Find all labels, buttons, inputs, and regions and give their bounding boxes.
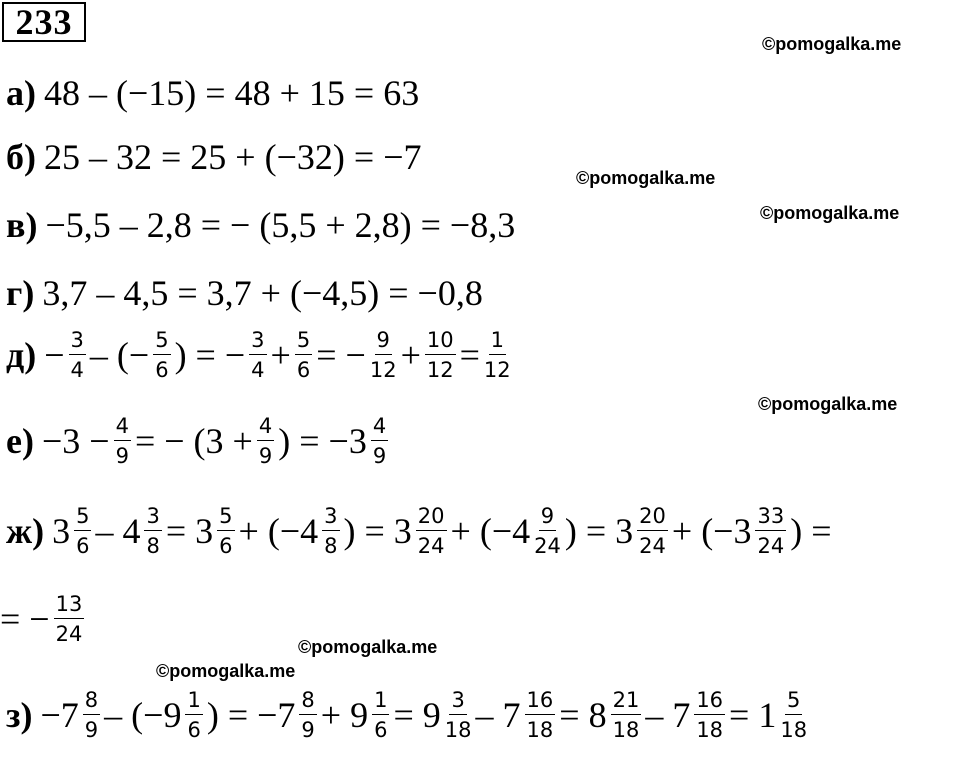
watermark: ©pomogalka.me <box>758 394 898 414</box>
item-label: е) <box>6 421 34 461</box>
watermark: ©pomogalka.me <box>760 203 900 223</box>
denominator: 24 <box>757 534 785 558</box>
expr-part: + <box>270 335 291 375</box>
numerator: 16 <box>694 688 725 715</box>
denominator: 4 <box>70 358 84 382</box>
fraction <box>445 688 472 742</box>
fraction <box>637 504 668 558</box>
equation-g <box>6 272 483 314</box>
numerator: 8 <box>299 688 316 715</box>
denominator: 24 <box>534 534 561 558</box>
denominator: 18 <box>696 718 724 742</box>
numerator: 5 <box>74 504 91 531</box>
expr-part: ) = −7 <box>206 695 296 735</box>
numerator: 5 <box>153 328 170 355</box>
denominator: 6 <box>219 534 233 558</box>
fraction <box>525 688 556 742</box>
equation-text: 25 – 32 = 25 + (−32) = −7 <box>44 137 422 177</box>
fraction <box>74 504 91 558</box>
expr-part: – 4 <box>95 511 141 551</box>
denominator: 18 <box>612 718 640 742</box>
numerator: 9 <box>375 328 392 355</box>
fraction <box>83 688 100 742</box>
expr-part: = − (3 + <box>134 421 253 461</box>
numerator: 9 <box>539 504 556 531</box>
numerator: 1 <box>372 688 389 715</box>
equation-text: 48 – (−15) = 48 + 15 = 63 <box>44 73 420 113</box>
expr-part: ) = 3 <box>343 511 412 551</box>
expr-part: + (−3 <box>671 511 752 551</box>
numerator: 3 <box>69 328 86 355</box>
equation-text: −5,5 – 2,8 = − (5,5 + 2,8) = −8,3 <box>45 205 516 245</box>
denominator: 18 <box>444 718 472 742</box>
denominator: 4 <box>251 358 265 382</box>
fraction <box>370 328 397 382</box>
numerator: 13 <box>54 592 85 619</box>
fraction <box>299 688 316 742</box>
equation-zh-continuation <box>0 592 88 646</box>
numerator: 4 <box>257 414 274 441</box>
expr-part: + (−4 <box>450 511 531 551</box>
expr-part: – 7 <box>645 695 691 735</box>
numerator: 3 <box>249 328 266 355</box>
expr-part: + (−4 <box>238 511 319 551</box>
expr-part: – (−9 <box>104 695 182 735</box>
expr-part: = 3 <box>165 511 214 551</box>
denominator: 18 <box>526 718 554 742</box>
denominator: 9 <box>258 444 273 468</box>
fraction <box>372 688 389 742</box>
numerator: 5 <box>785 688 802 715</box>
fraction <box>694 688 725 742</box>
expr-part: = 1 <box>729 695 777 735</box>
item-label: з) <box>6 695 33 735</box>
expr-part: ) = − <box>174 335 246 375</box>
denominator: 12 <box>426 358 454 382</box>
numerator: 20 <box>637 504 668 531</box>
numerator: 3 <box>144 504 161 531</box>
expr-part: – (− <box>89 335 150 375</box>
numerator: 5 <box>295 328 312 355</box>
denominator: 6 <box>187 718 201 742</box>
denominator: 9 <box>84 718 99 742</box>
denominator: 6 <box>374 718 388 742</box>
denominator: 9 <box>372 444 387 468</box>
expr-part: = 9 <box>393 695 441 735</box>
item-label: а) <box>6 73 36 113</box>
expr-part: = − <box>316 335 366 375</box>
expr-part: = <box>459 335 480 375</box>
denominator: 9 <box>301 718 315 742</box>
expr-part: = − <box>0 599 50 639</box>
fraction <box>755 504 786 558</box>
watermark: ©pomogalka.me <box>156 661 296 681</box>
equation-b <box>6 136 422 178</box>
numerator: 5 <box>217 504 234 531</box>
denominator: 24 <box>55 622 83 646</box>
equation-e <box>6 414 392 468</box>
fraction <box>217 504 234 558</box>
watermark: ©pomogalka.me <box>576 168 716 188</box>
watermark: ©pomogalka.me <box>298 637 438 657</box>
denominator: 8 <box>324 534 338 558</box>
equation-v <box>6 204 515 246</box>
denominator: 12 <box>483 358 511 382</box>
equation-zh <box>6 504 832 558</box>
expr-part: ) = −3 <box>278 421 367 461</box>
equation-z <box>6 688 811 742</box>
expr-part: ) = 3 <box>564 511 634 551</box>
fraction <box>69 328 86 382</box>
watermark: ©pomogalka.me <box>762 34 902 54</box>
expr-part: −7 <box>40 695 79 735</box>
denominator: 6 <box>76 534 90 558</box>
expr-part: 3 <box>52 511 71 551</box>
problem-number: 233 <box>2 2 86 42</box>
item-label: б) <box>6 137 36 177</box>
numerator: 8 <box>83 688 100 715</box>
expr-part: – 7 <box>475 695 521 735</box>
fraction <box>185 688 202 742</box>
fraction <box>114 414 131 468</box>
numerator: 20 <box>416 504 447 531</box>
denominator: 6 <box>296 358 311 382</box>
expr-part: − <box>44 335 65 375</box>
equation-d <box>6 328 515 382</box>
fraction <box>144 504 161 558</box>
numerator: 1 <box>489 328 506 355</box>
fraction <box>249 328 266 382</box>
fraction <box>780 688 807 742</box>
item-label: ж) <box>6 511 45 551</box>
item-label: в) <box>6 205 38 245</box>
expr-part: ) = <box>790 511 832 551</box>
fraction <box>484 328 511 382</box>
fraction <box>54 592 85 646</box>
item-label: г) <box>6 273 35 313</box>
numerator: 4 <box>371 414 388 441</box>
equation-text: 3,7 – 4,5 = 3,7 + (−4,5) = −0,8 <box>42 273 483 313</box>
fraction <box>322 504 339 558</box>
denominator: 24 <box>639 534 666 558</box>
numerator: 4 <box>114 414 131 441</box>
fraction <box>534 504 561 558</box>
equation-a <box>6 72 419 114</box>
numerator: 33 <box>755 504 786 531</box>
denominator: 24 <box>417 534 445 558</box>
expr-part: + 9 <box>320 695 369 735</box>
fraction <box>425 328 456 382</box>
fraction <box>153 328 170 382</box>
fraction <box>295 328 312 382</box>
fraction <box>371 414 388 468</box>
denominator: 18 <box>780 718 808 742</box>
denominator: 6 <box>155 358 169 382</box>
expr-part: = 8 <box>559 695 607 735</box>
expr-part: + <box>400 335 421 375</box>
fraction <box>416 504 447 558</box>
numerator: 10 <box>425 328 456 355</box>
numerator: 3 <box>449 688 466 715</box>
numerator: 3 <box>322 504 339 531</box>
numerator: 16 <box>525 688 556 715</box>
denominator: 12 <box>369 358 397 382</box>
fraction <box>611 688 642 742</box>
expr-part: −3 − <box>41 421 110 461</box>
item-label: д) <box>6 335 37 375</box>
fraction <box>257 414 274 468</box>
denominator: 9 <box>115 444 129 468</box>
numerator: 1 <box>185 688 202 715</box>
denominator: 8 <box>146 534 160 558</box>
numerator: 21 <box>611 688 642 715</box>
